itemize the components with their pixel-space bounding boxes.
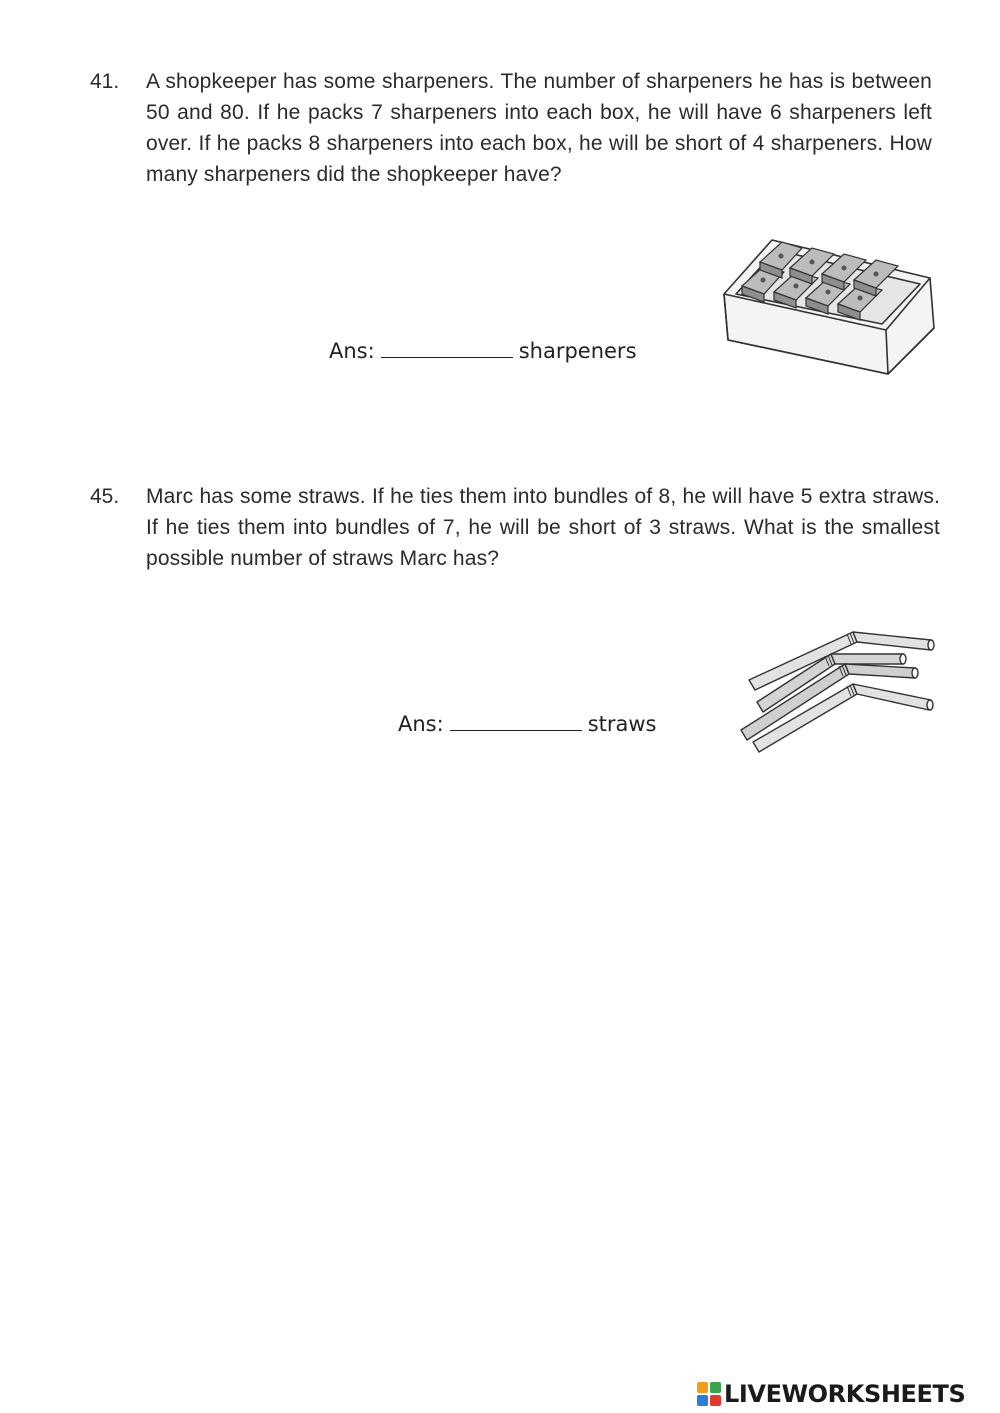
straws-icon	[735, 628, 940, 753]
liveworksheets-logo-icon	[697, 1382, 721, 1406]
answer-label: Ans:	[398, 712, 444, 736]
logo-text: LIVEWORKSHEETS	[724, 1380, 966, 1408]
answer-label: Ans:	[329, 339, 375, 363]
answer-input-41[interactable]	[381, 337, 513, 358]
question-text: Marc has some straws. If he ties them into bundles of 8, he will have 5 extra straws. If he ties them into bundles of 7, he will be short of 3 straws. What is the smallest possible number of straws Marc has?	[146, 485, 940, 570]
question-text: A shopkeeper has some sharpeners. The number of sharpeners he has is between 50 and 80. If he packs 7 sharpeners into each box, he will have 6 sharpeners left over. If he packs 8 sharpeners into each box, he will be short of 4 sharpeners. How many sharpeners did the shopkeeper have?	[146, 70, 932, 186]
question-number: 41.	[90, 70, 120, 93]
answer-row-45	[398, 710, 657, 736]
liveworksheets-logo[interactable]	[697, 1379, 965, 1409]
answer-row-41	[329, 337, 637, 363]
sharpener-box-icon	[720, 232, 936, 378]
answer-unit: straws	[587, 712, 657, 736]
answer-input-45[interactable]	[450, 710, 582, 731]
answer-unit: sharpeners	[518, 339, 637, 363]
question-number: 45.	[90, 485, 120, 508]
